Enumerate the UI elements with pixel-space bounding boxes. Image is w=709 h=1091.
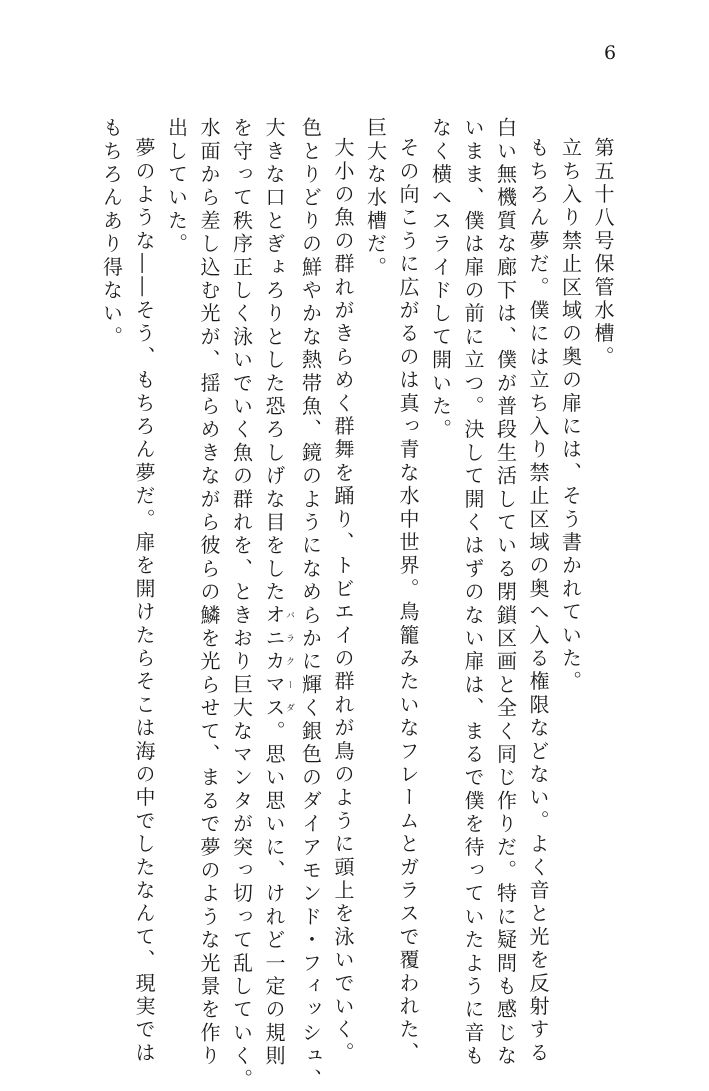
paragraph-5-line-6: 出していた。 [164,117,189,257]
paragraph-4-line-2: 巨大な水槽だ。 [363,117,388,280]
ruby-reading: バラクーダ [284,604,294,721]
text-before-ruby: 大きな口とぎょろりとした恐ろしげな目をした [262,117,286,605]
paragraph-6-line-1: 夢のような――そう、もちろん夢だ。扉を開けたらそこは海の中でしたなんて、現実では [132,137,156,1065]
paragraph-3-line-3: いまま、僕は扉の前に立つ。決して開くはずのない扉は、まるで僕を待っていたように音も [461,117,485,1069]
paragraph-5-line-4: を守って秩序正しく泳いでいく魚の群れを、ときおり巨大なマンタが突っ切って乱していく。 [229,117,254,1091]
paragraph-3-line-4: なく横へスライドして開いた。 [428,117,453,442]
paragraph-4-line-1: その向こうに広がるのは真っ青な水中世界。鳥籠みたいなフレームとガラスで覆われた、 [396,137,420,1065]
paragraph-5-line-3 [258,117,295,1069]
paragraph-2: 立ち入り禁止区域の奥の扉には、そう書かれていた。 [558,137,583,694]
text-after-ruby: 。思い思いに、けれど一定の規則 [262,720,286,1069]
paragraph-5-line-2: 色とりどりの鮮やかな熱帯魚、鏡のようになめらかに輝く銀色のダイアモンド・フィッシュ、 [298,117,323,1091]
barracuda-ruby [262,604,294,721]
paragraph-3-line-1: もちろん夢だ。僕には立ち入り禁止区域の奥へ入る権限などない。よく音と光を反射する [526,137,550,1065]
paragraph-6-line-2: もちろんあり得ない。 [99,117,124,349]
paragraph-3-line-2: 白い無機質な廊下は、僕が普段生活している閉鎖区画と全く同じ作りだ。特に疑問も感じな [493,117,518,1069]
page-number: 6 [604,42,617,64]
paragraph-5-line-1: 大小の魚の群れがきらめく群舞を踊り、トビエイの群れが鳥のように頭上を泳いでいく。 [331,137,355,1065]
novel-body-text [95,117,619,1091]
ruby-base: オニカマス [262,604,286,721]
paragraph-5-line-5: 水面から差し込む光が、揺らめきながら彼らの鱗を光らせて、まるで夢のような光景を作り [197,117,221,1069]
paragraph-1: 第五十八号保管水槽。 [591,137,615,369]
